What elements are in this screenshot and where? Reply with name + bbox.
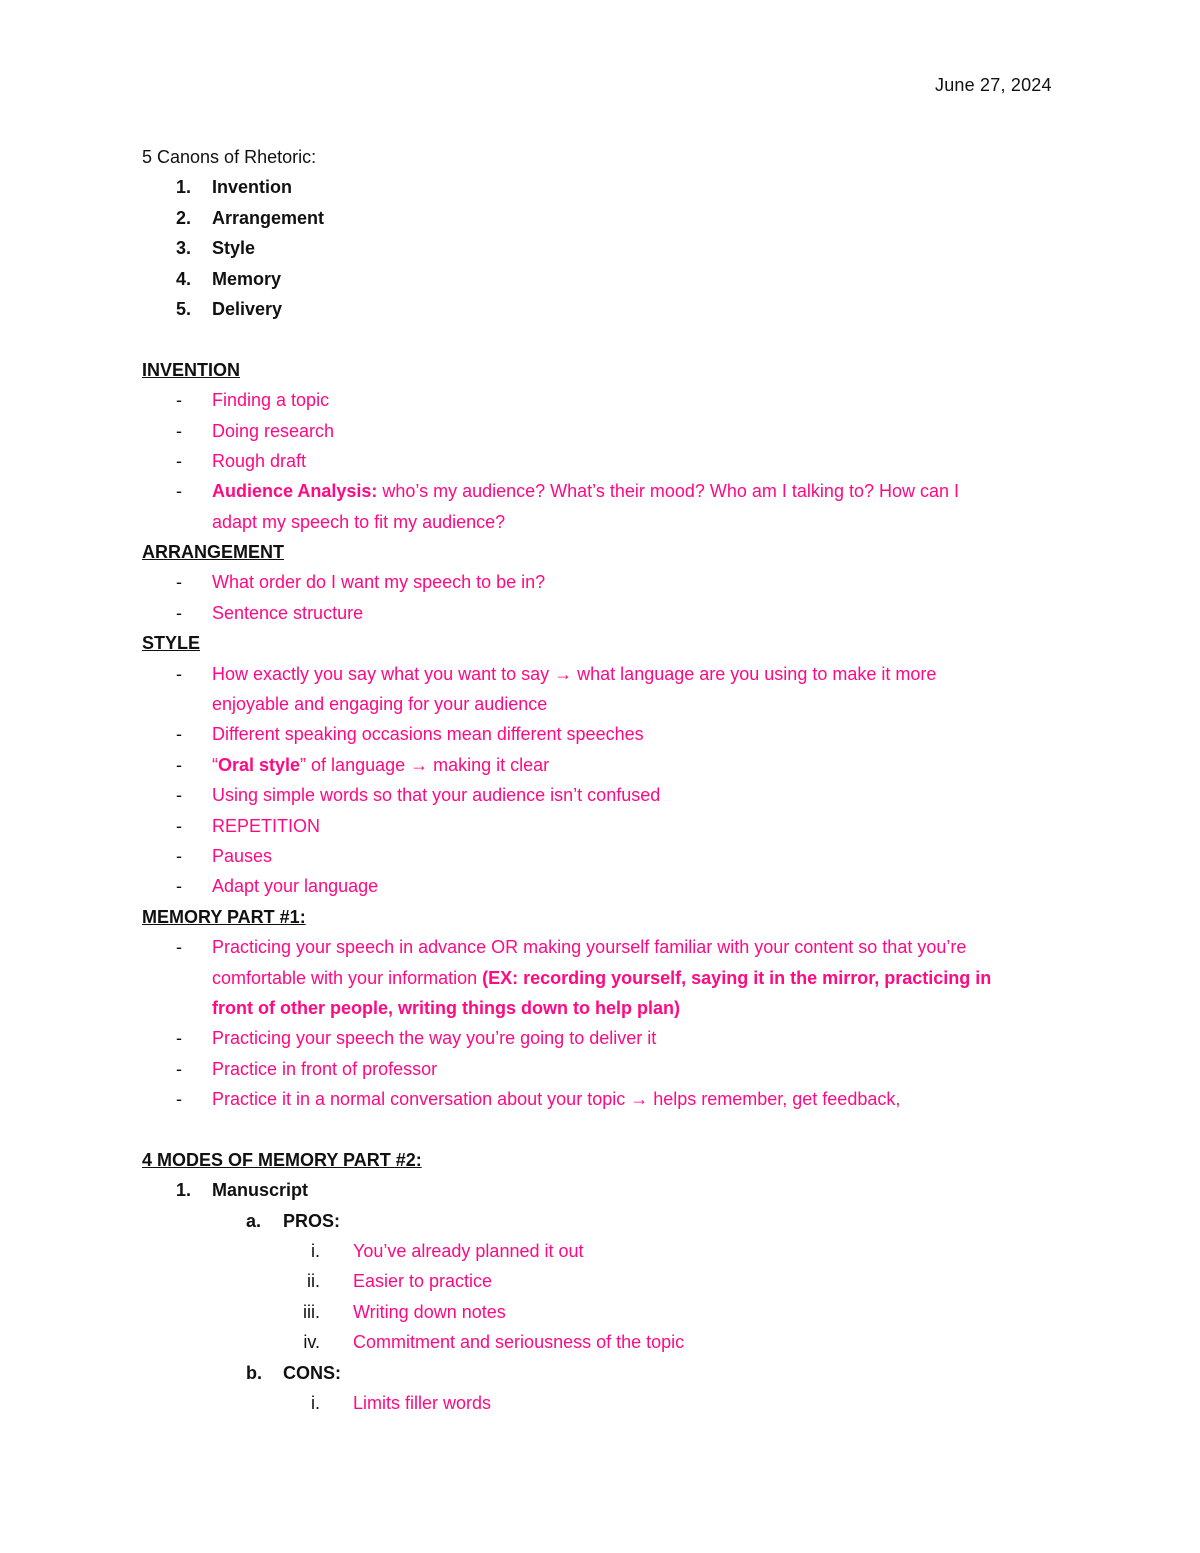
dash-bullet: - [176,754,182,775]
list-item: - Different speaking occasions mean different speeches [142,719,1062,749]
roman-item: iv. Commitment and seriousness of the topic [303,1332,685,1353]
list-item: - Pauses [142,841,1062,871]
list-item: - Doing research [142,416,1062,446]
list-item: 1. Manuscript [176,1180,309,1201]
dash-bullet: - [176,724,182,745]
list-item: 4. Memory [176,268,282,289]
dash-bullet: - [176,1028,182,1049]
dash-bullet: - [176,937,182,958]
list-item: - “Oral style” of language → making it clear [142,750,1062,780]
list-item: - Adapt your language [142,871,1062,901]
list-item: - Finding a topic [142,385,1062,415]
invention-heading: INVENTION [142,359,241,380]
list-item-continuation: adapt my speech to fit my audience? [212,511,506,532]
dash-bullet: - [176,1058,182,1079]
list-item: 2. Arrangement [176,207,325,228]
dash-bullet: - [176,845,182,866]
list-item: 5. Delivery [176,298,283,319]
dash-bullet: - [176,1089,182,1110]
dash-bullet: - [176,420,182,441]
list-item-continuation: enjoyable and engaging for your audience [212,694,548,715]
dash-bullet: - [176,481,182,502]
list-item: - Practicing your speech the way you’re going to deliver it [142,1023,1062,1053]
date: June 27, 2024 [935,75,1052,95]
dash-bullet: - [176,785,182,806]
list-item: - REPETITION [142,811,1062,841]
dash-bullet: - [176,815,182,836]
sublist-item: a. PROS: [246,1210,341,1231]
roman-item: i. Limits filler words [311,1393,492,1414]
list-item: - Using simple words so that your audience isn’t confused [142,780,1062,810]
style-heading: STYLE [142,633,201,654]
list-item: - Audience Analysis: who’s my audience? What’s their mood? Who am I talking to? How can I [142,476,1062,506]
list-item-continuation: front of other people, writing things down to help plan) [212,997,680,1018]
list-item: 3. Style [176,238,256,259]
dash-bullet: - [176,602,182,623]
list-item: - How exactly you say what you want to say → what language are you using to make it more [142,659,1062,689]
list-item: - What order do I want my speech to be in? [142,567,1062,597]
sublist-item: b. CONS: [246,1362,341,1383]
dash-bullet: - [176,572,182,593]
dash-bullet: - [176,663,182,684]
canons-title: 5 Canons of Rhetoric: [142,147,317,167]
roman-item: ii. Easier to practice [307,1271,493,1292]
notes-content [142,142,1062,1418]
list-item: - Rough draft [142,446,1062,476]
memory-part1-heading: MEMORY PART #1: [142,906,306,927]
arrangement-heading: ARRANGEMENT [142,542,284,563]
list-item: - Sentence structure [142,598,1062,628]
roman-item: i. You’ve already planned it out [311,1241,584,1262]
list-item: - Practice it in a normal conversation about your topic → helps remember, get feedback, [142,1084,1062,1114]
list-item-continuation: comfortable with your information (EX: recording yourself, saying it in the mirror, practicing in [212,967,992,988]
dash-bullet: - [176,450,182,471]
list-item: - Practice in front of professor [142,1054,1062,1084]
dash-bullet: - [176,876,182,897]
memory-part2-heading: 4 MODES OF MEMORY PART #2: [142,1149,422,1170]
list-item: - Practicing your speech in advance OR making yourself familiar with your content so that you’re [142,932,1062,962]
dash-bullet: - [176,390,182,411]
list-item: 1. Invention [176,177,292,198]
roman-item: iii. Writing down notes [303,1301,506,1322]
